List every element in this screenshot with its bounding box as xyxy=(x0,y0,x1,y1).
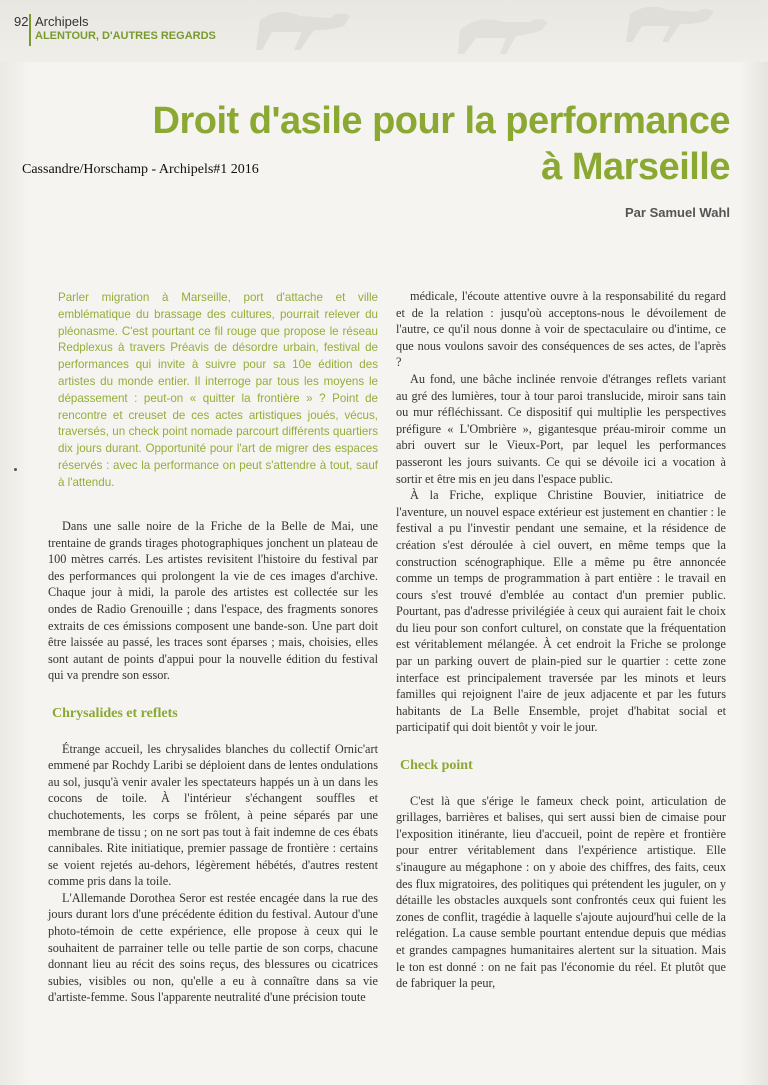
column-left xyxy=(48,518,378,1006)
standfirst: Parler migration à Marseille, port d'attache et ville emblématique du brassage des cultures, pourrait relever du pléonasme. C'est pourtant ce fil rouge que propose le réseau Redplexus à travers Préavis de désordre urbain, festival de performances qui invite à suivre pour sa 10e édition des artistes du monde entier. Il interroge par tous les moyens le dépassement : peut-on « quitter la frontière » ? Point de rencontre et creuset de ces actes artistiques joués, vécus, traversés, un check point nomade parcourt différents quartiers dix jours durant. Opportunité pour l'art de migrer des espaces réservés : avec la performance on peut s'attendre à tout, sauf à l'attendu. xyxy=(58,291,378,489)
section-title: Archipels xyxy=(35,14,89,29)
article-title-line2: à Marseille xyxy=(541,146,730,188)
paragraph: Étrange accueil, les chrysalides blanches du collectif Ornic'art emmené par Rochdy Laribi se déploient dans de lentes ondulations au sol, jusqu'à venir avaler les spectateurs happés un à un dans les cocons de toile. À l'intérieur s'échangent souffles et chuchotements, les corps se frôlent, à peine séparés par une membrane de tissu ; on ne sort pas tout à fait indemne de ces ébats cannibales. Rite initiatique, premier passage de frontière : certains se voient rejetés au-dehors, légèrement hébétés, d'autres restent comme pris dans la toile. xyxy=(48,741,378,889)
paragraph: L'Allemande Dorothea Seror est restée encagée dans la rue des jours durant lors d'une précédente édition du festival. Autour d'une photo-témoin de cette expérience, elle propose à ceux qui le souhaitent de parrainer telle ou telle partie de son corps, chacune donnant lieu au récit des soins reçus, des blessures ou cicatrices subies, visibles ou non, qu'elle a eu à connaître dans sa vie d'artiste-femme. Sous l'apparente neutralité d'une précision toute xyxy=(48,890,378,1005)
paragraph: À la Friche, explique Christine Bouvier, initiatrice de l'aventure, un nouvel espace extérieur est justement en chantier : le festival a pu l'investir pendant une semaine, et la résidence de création s'est déroulée à ciel ouvert, en même temps que la construction scénographique. Elle a même pu être annoncée comme un temps de programmation à part entière : le travail en cours s'est trouvé d'emblée au contact d'un premier public. Pourtant, pas d'adresse privilégiée à ceux qui auraient fait le choix du lieu pour son confort culturel, on constate que la fréquentation est véritablement mélangée. À cet endroit la Friche se prolonge par un parking ouvert de plain-pied sur le quartier : cette zone interface est principalement traversée par les minots et leurs familles qui rejoignent l'aire de jeux adjacente et par les futurs habitants de La Belle Ensemble, projet d'habitat social et participatif qui doit bientôt y voir le jour. xyxy=(396,488,726,735)
byline: Par Samuel Wahl xyxy=(625,205,730,220)
page-number: 92 xyxy=(14,14,29,29)
column-right xyxy=(396,288,726,992)
paragraph: C'est là que s'érige le fameux check point, articulation de grillages, barrières et balises, qui sert aussi bien de cimaise pour l'exposition itinérante, lieu d'accueil, point de repère et frontière pour entrer véritablement dans l'expérience artistique. Elle s'inaugure au mégaphone : on y aboie des chiffres, des faits, ceux des flux migratoires, des politiques qui prétendent les juguler, on y détaille les obstacles auxquels sont confrontés ceux qui fuient les zones de conflit, tragédie à laquelle s'ajoute aujourd'hui celle de la relégation. La cause semble pourtant entendue depuis que médias et grandes campagnes humanitaires alertent sur la situation. Mais le ton est donné : on ne fait pas l'économie du réel. Et plutôt que de fabriquer la peur, xyxy=(396,793,726,991)
header-rule xyxy=(29,14,31,46)
subheading-check-point: Check point xyxy=(400,758,473,774)
subheading-chrysalides: Chrysalides et reflets xyxy=(52,705,178,721)
margin-dot xyxy=(14,468,17,471)
section-subtitle: ALENTOUR, D'AUTRES REGARDS xyxy=(35,30,216,42)
paragraph: Dans une salle noire de la Friche de la Belle de Mai, une trentaine de grands tirages photographiques jonchent un plateau de 100 mètres carrés. Les artistes revisitent l'histoire du festival par des performances qui prolongent la vie de ces images d'archive. Chaque jour à midi, la parole des artistes est collectée sur les ondes de Radio Grenouille ; dans l'espace, des fragments sonores extraits de ces émissions composent une bande-son. Une part doit être laissée au passé, les traces sont éparses ; mais, choisies, elles sont autant de points d'appui pour la nouvelle édition du festival qui va prendre son essor. xyxy=(48,519,378,683)
horse-silhouette-decoration xyxy=(200,0,768,62)
paragraph: Au fond, une bâche inclinée renvoie d'étranges reflets variant au gré des lumières, tour à tour paroi translucide, miroir sans tain ou mur réfléchissant. Ce dispositif qui multiplie les perspectives préfigure « L'Ombrière », gigantesque préau-miroir comme un abri ouvert sur le Vieux-Port, par lequel les performances passeront les jours suivants. Ce qui se dévoile ici a vocation à sortir et être mis en jeu dans l'espace public. xyxy=(396,371,726,486)
article-title-line1: Droit d'asile pour la performance xyxy=(152,100,730,142)
paragraph: médicale, l'écoute attentive ouvre à la responsabilité du regard et de la relation : jusqu'où acceptons-nous le dévoilement de l'autre, ce qu'il nous donne à voir de spectaculaire ou d'intime, ce que nous voulons savoir des conséquences de ses actes, de l'après ? xyxy=(396,289,726,370)
source-caption: Cassandre/Horschamp - Archipels#1 2016 xyxy=(22,162,259,177)
